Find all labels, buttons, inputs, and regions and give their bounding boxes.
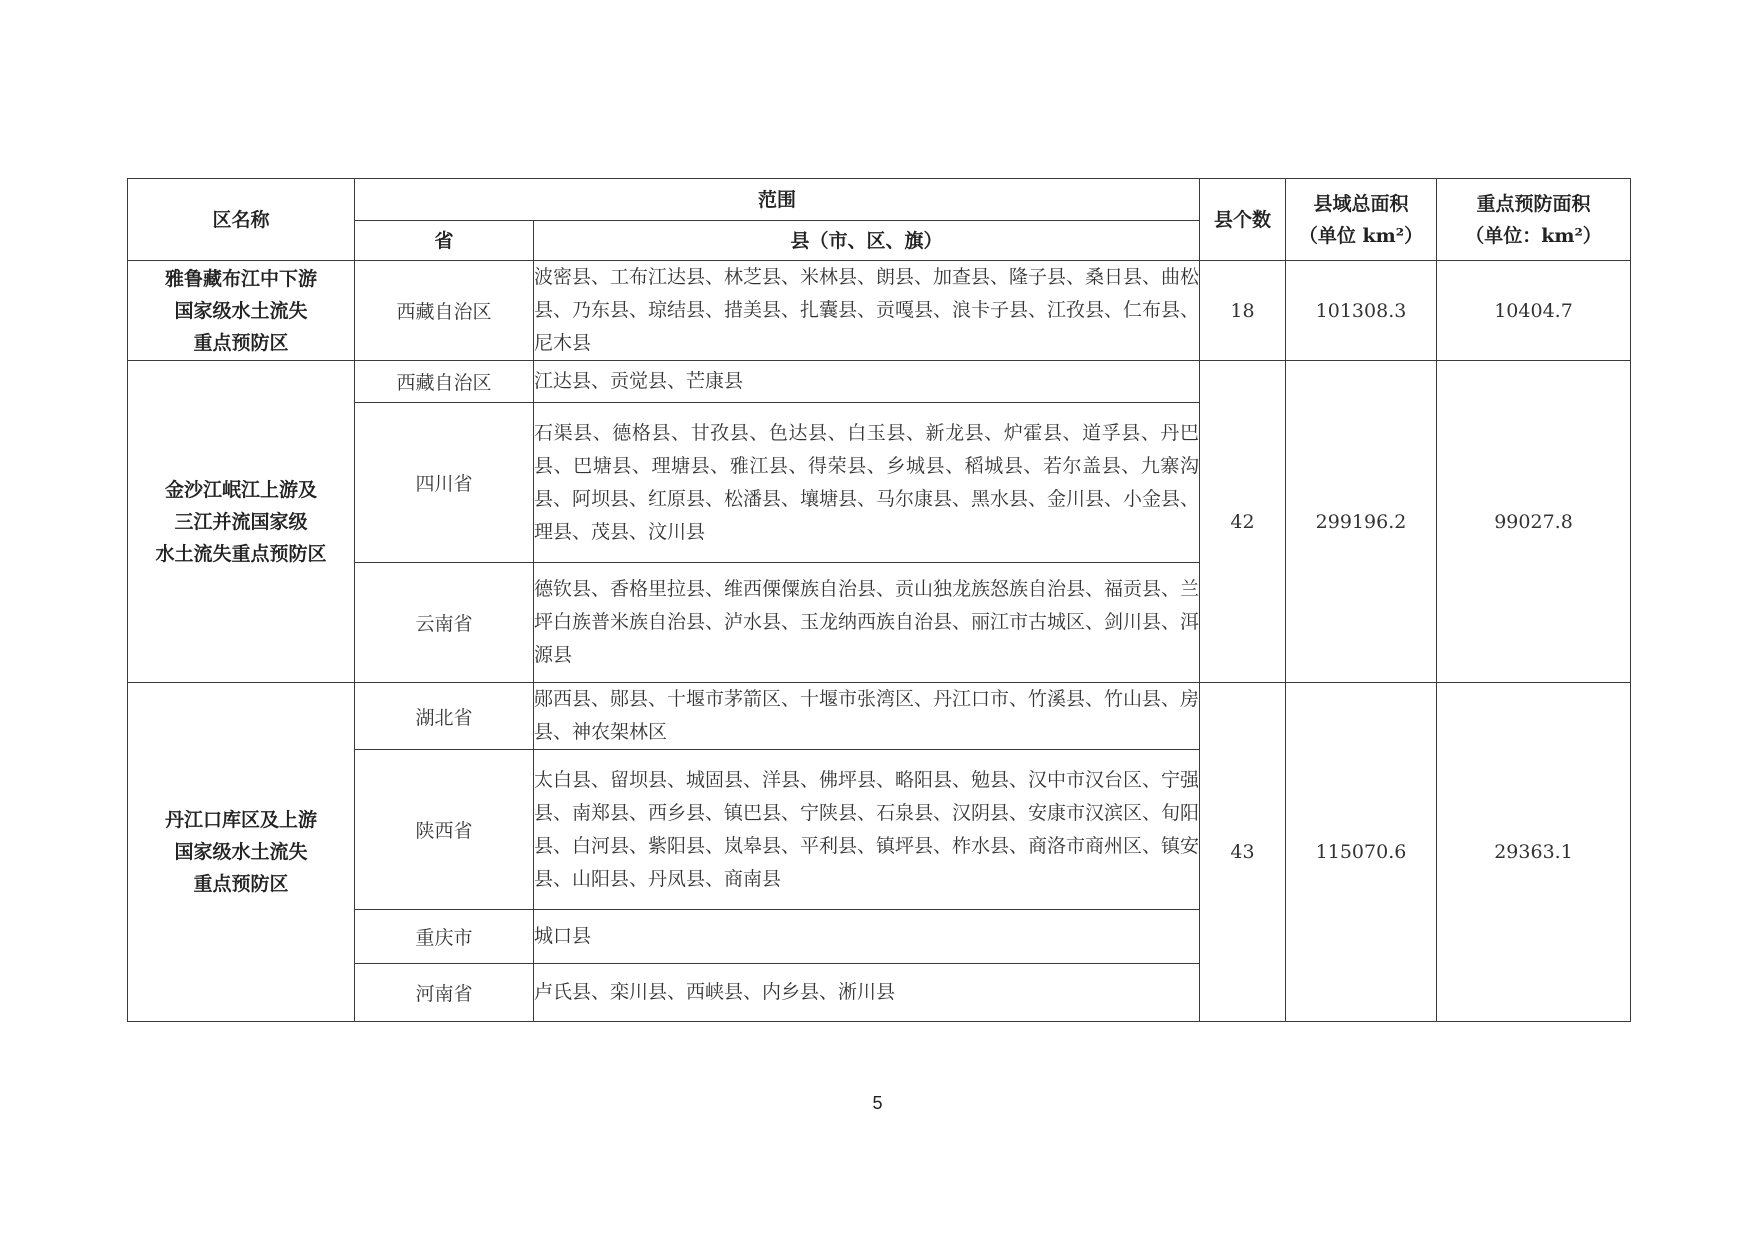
county-count-cell: 43 bbox=[1200, 683, 1286, 1022]
header-county: 县（市、区、旗） bbox=[534, 221, 1200, 261]
key-area-cell: 99027.8 bbox=[1437, 361, 1631, 683]
header-total-area-title: 县域总面积 bbox=[1313, 192, 1409, 215]
counties-cell: 波密县、工布江达县、林芝县、米林县、朗县、加查县、隆子县、桑日县、曲松县、乃东县、琼结县、措美县、扎囊县、贡嘎县、浪卡子县、江孜县、仁布县、尼木县 bbox=[534, 261, 1200, 361]
header-county-count: 县个数 bbox=[1200, 179, 1286, 261]
header-total-area bbox=[1286, 179, 1437, 261]
header-region-name: 区名称 bbox=[128, 179, 355, 261]
region-name bbox=[128, 683, 355, 1022]
counties-cell: 太白县、留坝县、城固县、洋县、佛坪县、略阳县、勉县、汉中市汉台区、宁强县、南郑县、西乡县、镇巴县、宁陕县、石泉县、汉阴县、安康市汉滨区、旬阳县、白河县、紫阳县、岚皋县、平利县、镇坪县、柞水县、商洛市商州区、镇安县、山阳县、丹凤县、商南县 bbox=[534, 750, 1200, 910]
province-cell: 四川省 bbox=[355, 403, 534, 563]
region-name-line: 重点预防区 bbox=[193, 331, 289, 354]
province-cell: 西藏自治区 bbox=[355, 261, 534, 361]
region-name-line: 三江并流国家级 bbox=[174, 510, 308, 533]
region-name-line: 水土流失重点预防区 bbox=[155, 542, 327, 565]
header-key-area-unit: （单位：km²） bbox=[1465, 224, 1602, 247]
header-key-area-title: 重点预防面积 bbox=[1476, 192, 1591, 215]
prevention-zone-table bbox=[127, 178, 1631, 1022]
counties-cell: 德钦县、香格里拉县、维西傈僳族自治县、贡山独龙族怒族自治县、福贡县、兰坪白族普米族自治县、泸水县、玉龙纳西族自治县、丽江市古城区、剑川县、洱源县 bbox=[534, 563, 1200, 683]
county-count-cell: 42 bbox=[1200, 361, 1286, 683]
region-name bbox=[128, 261, 355, 361]
region-name-line: 丹江口库区及上游 bbox=[164, 809, 317, 831]
key-area-cell: 29363.1 bbox=[1437, 683, 1631, 1022]
region-name-line: 金沙江岷江上游及 bbox=[164, 478, 317, 501]
province-cell: 陕西省 bbox=[355, 750, 534, 910]
province-cell: 重庆市 bbox=[355, 910, 534, 964]
counties-cell: 卢氏县、栾川县、西峡县、内乡县、淅川县 bbox=[534, 964, 1200, 1022]
counties-cell: 石渠县、德格县、甘孜县、色达县、白玉县、新龙县、炉霍县、道孚县、丹巴县、巴塘县、理塘县、雅江县、得荣县、乡城县、稻城县、若尔盖县、九寨沟县、阿坝县、红原县、松潘县、壤塘县、马尔康县、黑水县、金川县、小金县、理县、茂县、汶川县 bbox=[534, 403, 1200, 563]
key-area-cell: 10404.7 bbox=[1437, 261, 1631, 361]
counties-cell: 郧西县、郧县、十堰市茅箭区、十堰市张湾区、丹江口市、竹溪县、竹山县、房县、神农架林区 bbox=[534, 683, 1200, 750]
page-number: 5 bbox=[872, 1093, 883, 1113]
counties-cell: 江达县、贡觉县、芒康县 bbox=[534, 361, 1200, 403]
region-name-line: 重点预防区 bbox=[193, 873, 289, 895]
region-name-line: 国家级水土流失 bbox=[174, 841, 308, 863]
province-cell: 河南省 bbox=[355, 964, 534, 1022]
total-area-cell: 115070.6 bbox=[1286, 683, 1437, 1022]
region-name bbox=[128, 361, 355, 683]
region-name-line: 雅鲁藏布江中下游 bbox=[164, 267, 317, 290]
counties-cell: 城口县 bbox=[534, 910, 1200, 964]
table-row bbox=[128, 683, 1631, 750]
province-cell: 云南省 bbox=[355, 563, 534, 683]
province-cell: 西藏自治区 bbox=[355, 361, 534, 403]
total-area-cell: 101308.3 bbox=[1286, 261, 1437, 361]
header-total-area-unit: （单位 km²） bbox=[1298, 224, 1424, 247]
table-row bbox=[128, 361, 1631, 403]
table-row bbox=[128, 261, 1631, 361]
province-cell: 湖北省 bbox=[355, 683, 534, 750]
region-name-line: 国家级水土流失 bbox=[174, 299, 308, 322]
header-scope: 范围 bbox=[355, 179, 1200, 221]
county-count-cell: 18 bbox=[1200, 261, 1286, 361]
header-province: 省 bbox=[355, 221, 534, 261]
header-key-area bbox=[1437, 179, 1631, 261]
total-area-cell: 299196.2 bbox=[1286, 361, 1437, 683]
